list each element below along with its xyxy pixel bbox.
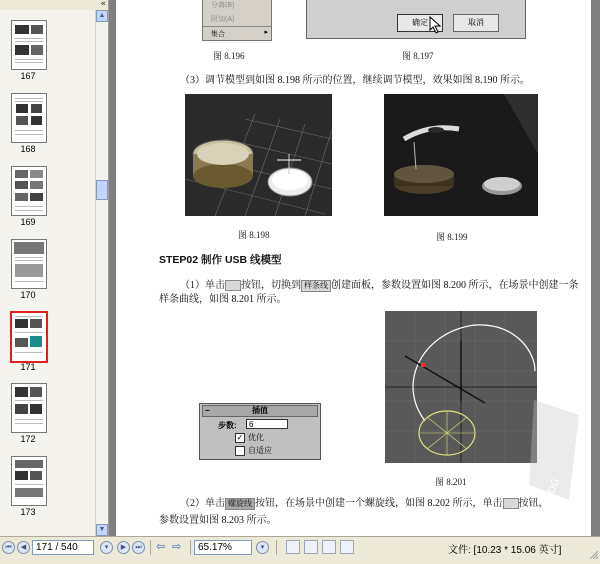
forward-arrow-icon[interactable]: ⇨: [172, 541, 182, 553]
figure-8-196: [202, 0, 272, 41]
page-number-input[interactable]: 171 / 540: [32, 540, 94, 555]
page-thumbnail-168[interactable]: [11, 93, 47, 143]
single-page-view-icon[interactable]: [286, 540, 300, 554]
scroll-thumb[interactable]: [96, 180, 108, 200]
first-page-icon[interactable]: ⏮: [2, 541, 15, 554]
figure-8-200: [199, 403, 321, 460]
page-thumbnail-169[interactable]: [11, 166, 47, 216]
thumbnail-label: 172: [20, 434, 36, 444]
inline-button-image: 样条线: [301, 280, 331, 292]
inline-button-image: 螺旋线: [225, 498, 255, 510]
figure-8-201-image: [385, 311, 537, 463]
collapse-icon: −: [205, 406, 210, 415]
ok-button: 确定: [397, 14, 443, 32]
facing-view-icon[interactable]: [322, 540, 336, 554]
thumbnail-panel-header: [0, 0, 108, 10]
continuous-view-icon[interactable]: [304, 540, 318, 554]
adaptive-checkbox: [235, 446, 245, 456]
collapse-panel-icon[interactable]: «: [100, 0, 106, 9]
scroll-up-icon[interactable]: ▲: [96, 10, 108, 22]
page-thumbnail-170[interactable]: [11, 239, 47, 289]
mouse-cursor-icon: [429, 16, 443, 34]
thumbnail-label: 169: [20, 217, 36, 227]
steps-label: 步数:: [218, 421, 237, 430]
figure-8-198-image: [185, 94, 332, 216]
thumbnail-label: 173: [20, 507, 36, 517]
thumbnail-label: 170: [20, 290, 36, 300]
adaptive-label: 自适应: [248, 446, 272, 455]
thumbnail-label: 167: [20, 71, 36, 81]
cancel-button: 取消: [453, 14, 499, 32]
document-page: [116, 0, 591, 536]
paragraph: （3）调节模型到如图 8.198 所示的位置，继续调节模型，效果如图 8.190 所示。: [180, 75, 530, 86]
paragraph: 样条曲线，如图 8.201 所示。: [159, 294, 287, 305]
menu-item: 附加(A): [211, 16, 235, 23]
optimize-checkbox: ✓: [236, 433, 244, 442]
figure-caption: 图 8.198: [238, 230, 270, 240]
menu-item: 分离(B): [211, 2, 235, 9]
paragraph: （2）单击 螺旋线 按钮，在场景中创建一个螺旋线，如图 8.202 所示，单击 按钮，: [180, 498, 549, 509]
section-heading: STEP02 制作 USB 线模型: [159, 254, 282, 266]
watermark-seal: [524, 380, 594, 510]
thumbnail-label: 168: [20, 144, 36, 154]
resize-grip-icon[interactable]: [588, 546, 598, 556]
menu-item: 集合: [211, 31, 225, 38]
last-page-icon[interactable]: ⏭: [132, 541, 145, 554]
paragraph: 参数设置如图 8.203 所示。: [159, 515, 277, 526]
figure-caption: 图 8.197: [402, 51, 434, 61]
figure-caption: 图 8.196: [213, 51, 245, 61]
page-thumbnail-167[interactable]: [11, 20, 47, 70]
figure-caption: 图 8.199: [436, 232, 468, 242]
page-thumbnail-173[interactable]: [11, 456, 47, 506]
thumbnail-panel: [0, 0, 109, 536]
page-thumbnail-171[interactable]: [10, 311, 48, 363]
figure-8-197: [306, 0, 526, 39]
continuous-facing-view-icon[interactable]: [340, 540, 354, 554]
modify-tab-icon: [503, 498, 519, 509]
optimize-label: 优化: [248, 433, 264, 442]
scroll-down-icon[interactable]: ▼: [96, 524, 108, 536]
page-thumbnail-172[interactable]: [11, 383, 47, 433]
status-text: 文件: [10.23 * 15.06 英寸]: [448, 545, 562, 556]
zoom-dropdown-icon[interactable]: ▾: [256, 541, 269, 554]
back-arrow-icon[interactable]: ⇦: [156, 541, 166, 553]
paragraph: （1）单击 按钮，切换到 样条线 创建面板，参数设置如图 8.200 所示，在场景中创建一条: [180, 280, 579, 291]
zoom-input[interactable]: 65.17%: [194, 540, 252, 555]
steps-spinner: 6: [246, 419, 288, 429]
bottom-toolbar: [0, 536, 600, 558]
submenu-arrow-icon: ▸: [264, 29, 268, 36]
rollout-title: − 插值: [202, 405, 318, 417]
thumbnail-label: 171: [20, 362, 36, 372]
thumbnail-scrollbar[interactable]: [95, 10, 108, 536]
prev-page-icon[interactable]: ◀: [17, 541, 30, 554]
watermark-text: PDG: [544, 477, 563, 502]
figure-caption: 图 8.201: [435, 477, 467, 487]
next-page-icon[interactable]: ▶: [117, 541, 130, 554]
dropdown-icon[interactable]: ▾: [100, 541, 113, 554]
figure-8-199-image: [384, 94, 538, 216]
